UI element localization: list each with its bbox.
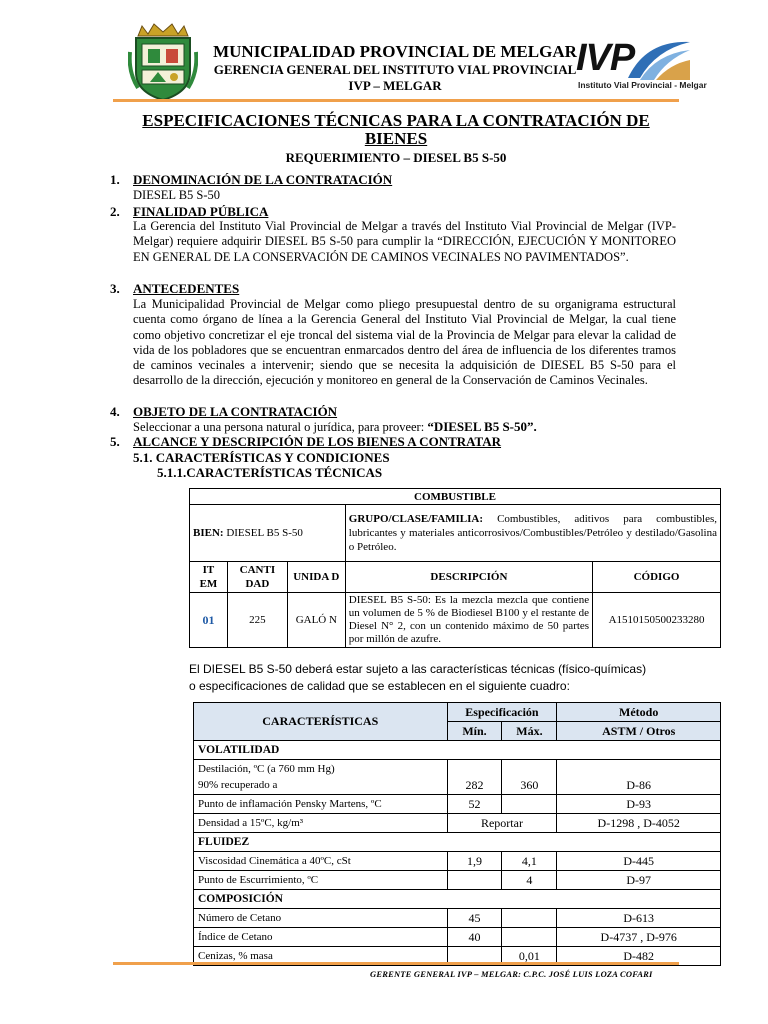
- section-1-text: DIESEL B5 S-50: [133, 188, 221, 202]
- section-3-text: La Municipalidad Provincial de Melgar como pliego presupuestal dentro de su organigrama estructural cuenta como órgano de línea a la Gerencia General del Instituto Vial Provincial de Melgar, la cual tiene como objetivo concretizar el eje troncal del sistema vial de la Provincia de Melgar para elevar la calidad de vida de los pobladores que se encuentran enmarcados dentro del área de influencia de los diferentes tramos de caminos vecinales a intervenir; siendo que se necesita la adquisición de DIESEL B5 S-50 para el desarrollo de la dirección, ejecución y monitoreo en general de la Conservación de Caminos Vecinales.: [133, 297, 676, 388]
- cell-max: [502, 909, 557, 928]
- cell-characteristic: [194, 760, 448, 795]
- footer-divider: [113, 962, 679, 965]
- table-row: [194, 928, 721, 947]
- header-metodo: Método: [557, 703, 721, 722]
- header-max: Máx.: [502, 722, 557, 741]
- section-title: FINALIDAD PÚBLICA: [133, 204, 269, 219]
- cell-characteristic: Punto de inflamación Pensky Martens, ºC: [194, 795, 448, 814]
- category-composicion: COMPOSICIÓN: [194, 890, 721, 909]
- table-row: [190, 593, 721, 648]
- cell-max: 4,1: [502, 852, 557, 871]
- section-number: 5.: [110, 434, 120, 449]
- cell-merged-spec: Reportar: [447, 814, 557, 833]
- page-subtitle: REQUERIMIENTO – DIESEL B5 S-50: [285, 150, 507, 165]
- col-header-descripcion: DESCRIPCIÓN: [345, 562, 592, 593]
- cell-unidad: GALÓ N: [287, 593, 345, 648]
- table-row: [194, 871, 721, 890]
- specs-table: [193, 702, 721, 966]
- section-title: ALCANCE Y DESCRIPCIÓN DE LOS BIENES A CONTRATAR: [133, 434, 502, 449]
- col-header-unidad: UNIDA D: [287, 562, 345, 593]
- cell-max: 0,01: [502, 947, 557, 966]
- cell-characteristic: Densidad a 15ºC, kg/m³: [194, 814, 448, 833]
- cell-method: D-613: [557, 909, 721, 928]
- header-caracteristicas: CARACTERÍSTICAS: [194, 703, 448, 741]
- cell-descripcion: DIESEL B5 S-50: Es la mezcla mezcla que contiene un volumen de 5 % de Biodiesel B100 y el restante de Diesel N° 2, con un contenido máximo de 50 partes por millón de azufre.: [345, 593, 592, 648]
- cell-characteristic: Cenizas, % masa: [194, 947, 448, 966]
- cell-method: D-482: [557, 947, 721, 966]
- cell-method: D-445: [557, 852, 721, 871]
- section-4-text: [133, 419, 676, 435]
- header-line-1: MUNICIPALIDAD PROVINCIAL DE MELGAR: [213, 42, 577, 61]
- header-text: [200, 42, 590, 94]
- note-line-2: o especificaciones de calidad que se establecen en el siguiente cuadro:: [189, 679, 570, 693]
- cell-codigo: A1510150500233280: [593, 593, 721, 648]
- footer-signature: GERENTE GENERAL IVP – MELGAR: C.P.C. JOSÉ LUIS LOZA COFARI: [370, 969, 653, 979]
- col-header-item: IT EM: [190, 562, 228, 593]
- col-header-codigo: CÓDIGO: [593, 562, 721, 593]
- header-divider: [113, 99, 679, 102]
- section-title: OBJETO DE LA CONTRATACIÓN: [133, 404, 338, 419]
- product-table: [189, 488, 721, 648]
- section-number: 1.: [110, 172, 120, 187]
- ivp-logo-subtitle: Instituto Vial Provincial - Melgar: [578, 80, 707, 90]
- cell-max: [502, 928, 557, 947]
- table-row: [194, 852, 721, 871]
- cell-max: 360: [502, 760, 557, 795]
- cell-characteristic-line-2: 90% recuperado a: [198, 779, 278, 791]
- cell-min: 1,9: [447, 852, 502, 871]
- ivp-swoosh-icon: [626, 36, 692, 82]
- section-2-text: La Gerencia del Instituto Vial Provincial de Melgar a través del Instituto Vial Provincial de Melgar (IVP-Melgar) requiere adquirir DIESEL B5 S-50 para cumplir la “DIRECCIÓN, EJECUCIÓN Y MONITOREO EN GENERAL DE LA CONSERVACIÓN DE CAMINOS VECINALES NO PAVIMENTADOS”.: [133, 219, 676, 264]
- table-row: [194, 795, 721, 814]
- header-line-2: GERENCIA GENERAL DEL INSTITUTO VIAL PROVINCIAL: [213, 62, 577, 77]
- cell-cantidad: 225: [227, 593, 287, 648]
- section-number: 2.: [110, 204, 120, 219]
- cell-method: D-4737 , D-976: [557, 928, 721, 947]
- cell-characteristic: Viscosidad Cinemática a 40ºC, cSt: [194, 852, 448, 871]
- cell-method: D-1298 , D-4052: [557, 814, 721, 833]
- grupo-value: Combustibles, aditivos para combustibles, lubricantes y materiales anticorrosivos/Combustibles/Petróleo y destilado/Gasolina o Petróleo.: [348, 513, 717, 553]
- table-row: [194, 909, 721, 928]
- cell-characteristic-line-1: Destilación, ºC (a 760 mm Hg): [198, 763, 335, 775]
- cell-characteristic: Número de Cetano: [194, 909, 448, 928]
- section-title: ANTECEDENTES: [133, 281, 240, 296]
- header-min: Mín.: [447, 722, 502, 741]
- header-astm: ASTM / Otros: [557, 722, 721, 741]
- cell-min: 282: [447, 760, 502, 795]
- category-volatilidad: VOLATILIDAD: [194, 741, 721, 760]
- ivp-logo: [574, 36, 707, 96]
- section-number: 4.: [110, 404, 120, 419]
- table-row: [194, 814, 721, 833]
- grupo-cell: [345, 505, 720, 562]
- cell-max: 4: [502, 871, 557, 890]
- cell-min: 52: [447, 795, 502, 814]
- bien-cell: [190, 505, 346, 562]
- cell-characteristic: Índice de Cetano: [194, 928, 448, 947]
- subsection-5-1: 5.1. CARACTERÍSTICAS Y CONDICIONES: [133, 450, 390, 465]
- section-title: DENOMINACIÓN DE LA CONTRATACIÓN: [133, 172, 393, 187]
- section-4-text-plain: Seleccionar a una persona natural o jurídica, para proveer:: [133, 420, 428, 434]
- cell-method: D-93: [557, 795, 721, 814]
- category-fluidez: FLUIDEZ: [194, 833, 721, 852]
- cell-min: 45: [447, 909, 502, 928]
- cell-method: D-97: [557, 871, 721, 890]
- section-4-text-bold: “DIESEL B5 S-50”.: [427, 419, 537, 434]
- subsection-5-1-1: 5.1.1.CARACTERÍSTICAS TÉCNICAS: [157, 465, 383, 480]
- table-header-combustible: COMBUSTIBLE: [190, 489, 721, 505]
- page-title: ESPECIFICACIONES TÉCNICAS PARA LA CONTRATACIÓN DE BIENES: [142, 111, 650, 148]
- cell-max: [502, 795, 557, 814]
- cell-min: [447, 871, 502, 890]
- grupo-label: GRUPO/CLASE/FAMILIA:: [348, 513, 484, 525]
- ivp-logo-text: IVP: [576, 37, 635, 79]
- cell-item: 01: [190, 593, 228, 648]
- note-line-1: El DIESEL B5 S-50 deberá estar sujeto a las características técnicas (físico-químicas): [189, 662, 647, 676]
- cell-method: D-86: [557, 760, 721, 795]
- col-header-cantidad: CANTI DAD: [227, 562, 287, 593]
- header-line-3: IVP – MELGAR: [348, 78, 442, 93]
- municipal-crest-logo: [128, 22, 198, 102]
- cell-characteristic: Punto de Escurrimiento, ºC: [194, 871, 448, 890]
- bien-value: DIESEL B5 S-50: [223, 527, 303, 539]
- header-especificacion: Especificación: [447, 703, 557, 722]
- cell-min: 40: [447, 928, 502, 947]
- section-number: 3.: [110, 281, 120, 296]
- bien-label: BIEN:: [193, 527, 224, 539]
- table-row: [194, 760, 721, 795]
